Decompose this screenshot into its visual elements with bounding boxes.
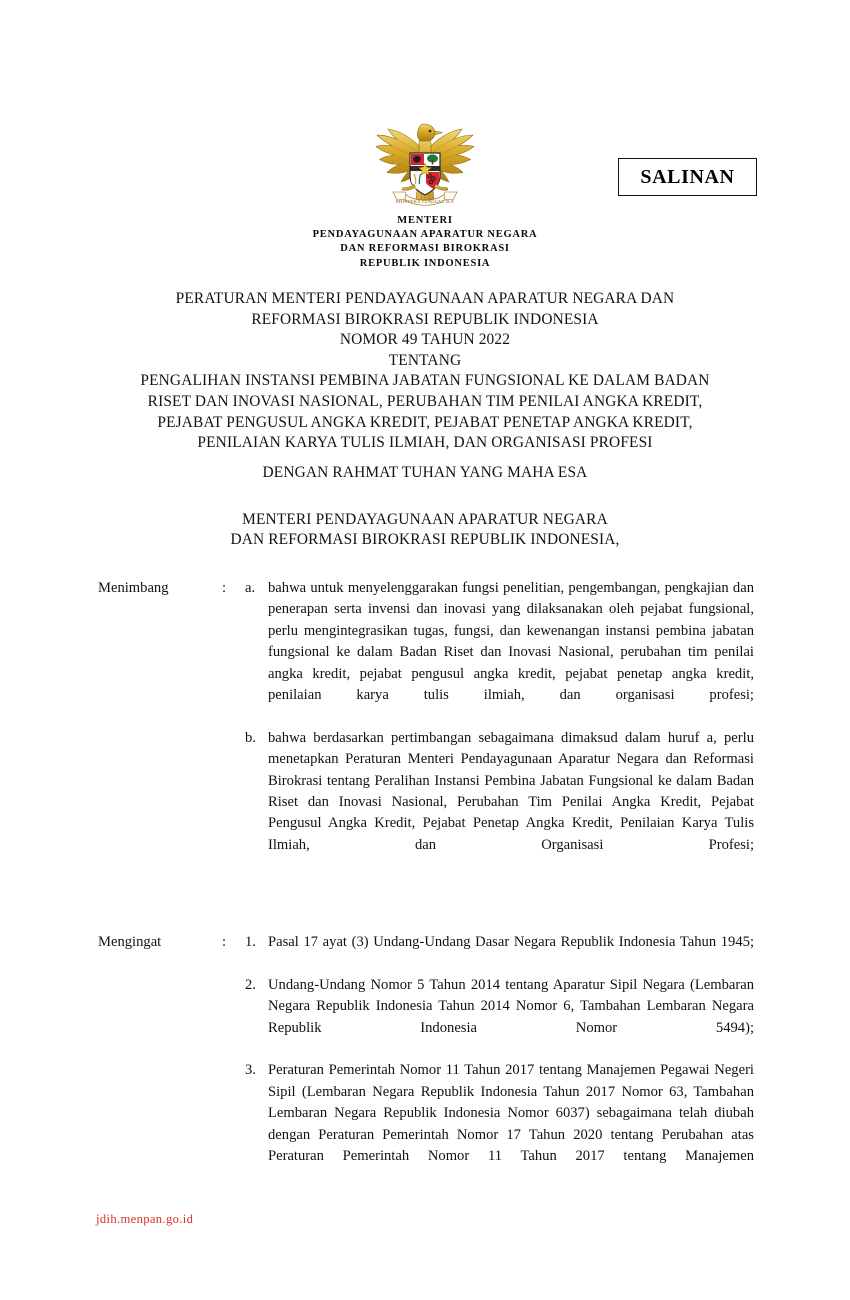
svg-text:BHINNEKA TUNGGAL IKA: BHINNEKA TUNGGAL IKA bbox=[396, 199, 454, 204]
mengingat-label: Mengingat bbox=[98, 934, 162, 950]
ministry-header bbox=[0, 214, 850, 271]
menimbang-colon: : bbox=[222, 580, 227, 596]
title-line: PENILAIAN KARYA TULIS ILMIAH, DAN ORGANISASI PROFESI bbox=[197, 434, 653, 452]
spacer bbox=[0, 484, 850, 510]
title-line: PENGALIHAN INSTANSI PEMBINA JABATAN FUNGSIONAL KE DALAM BADAN bbox=[140, 372, 710, 390]
ministry-header-line: PENDAYAGUNAAN APARATUR NEGARA bbox=[312, 229, 538, 241]
mengingat-item bbox=[245, 975, 754, 1061]
menimbang-items bbox=[245, 578, 754, 878]
title-line-number: NOMOR 49 TAHUN 2022 bbox=[339, 331, 511, 349]
mengingat-item bbox=[245, 932, 754, 975]
regulation-title bbox=[0, 289, 850, 454]
authority-line: DAN REFORMASI BIROKRASI REPUBLIK INDONESIA, bbox=[230, 531, 620, 549]
item-text: Undang-Undang Nomor 5 Tahun 2014 tentang Aparatur Sipil Negara (Lembaran Negara Republik Indonesia Tahun 2014 Nomor 6, Tambahan Lembaran Negara Republik Indonesia Nomor 5494); bbox=[268, 976, 754, 1036]
item-marker: 2. bbox=[245, 976, 256, 993]
blessing-line: DENGAN RAHMAT TUHAN YANG MAHA ESA bbox=[262, 464, 588, 481]
item-text: bahwa untuk menyelenggarakan fungsi penelitian, pengembangan, pengkajian dan penerapan serta invensi dan inovasi yang dilaksanakan oleh pejabat fungsional, perlu mengintegrasikan tugas, fungsi, dan kewenangan instansi pembina jabatan fungsional ke dalam Badan Riset dan Inovasi Nasional, perubahan tim penilai angka kredit, pejabat pengusul angka kredit, pejabat penetap angka kredit, penilaian karya tulis ilmiah, dan organisasi profesi; bbox=[268, 580, 754, 704]
title-line: PEJABAT PENGUSUL ANGKA KREDIT, PEJABAT PENETAP ANGKA KREDIT, bbox=[157, 413, 693, 431]
mengingat-section bbox=[98, 932, 754, 1189]
item-text: Peraturan Pemerintah Nomor 11 Tahun 2017 tentang Manajemen Pegawai Negeri Sipil (Lembaran Negara Republik Indonesia Tahun 2017 Nomor 63, Tambahan Lembaran Negara Republik Indonesia Nomor 6037) sebagaimana telah diubah dengan Peraturan Pemerintah Nomor 17 Tahun 2020 tentang Perubahan atas Peraturan Pemerintah Nomor 11 Tahun 2017 tentang Manajemen bbox=[268, 1062, 754, 1165]
ministry-header-line: DAN REFORMASI BIROKRASI bbox=[340, 243, 510, 255]
menimbang-item bbox=[245, 578, 754, 728]
title-line: PERATURAN MENTERI PENDAYAGUNAAN APARATUR NEGARA DAN bbox=[175, 290, 675, 307]
invocation-block bbox=[0, 463, 850, 551]
menimbang-section bbox=[98, 578, 754, 878]
ministry-header-line: REPUBLIK INDONESIA bbox=[359, 257, 491, 269]
menimbang-label: Menimbang bbox=[98, 580, 169, 596]
mengingat-items bbox=[245, 932, 754, 1189]
item-marker: b. bbox=[245, 729, 256, 746]
menimbang-item bbox=[245, 728, 754, 878]
garuda-pancasila-emblem bbox=[371, 117, 479, 215]
item-text: bahwa berdasarkan pertimbangan sebagaimana dimaksud dalam huruf a, perlu menetapkan Peraturan Menteri Pendayagunaan Aparatur Negara dan Reformasi Birokrasi tentang Peralihan Instansi Pembina Jabatan Fungsional ke dalam Badan Riset dan Inovasi Nasional, Perubahan Tim Penilai Angka Kredit, Pejabat Pengusul Angka Kredit, Pejabat Penetap Angka Kredit, Penilaian Karya Tulis Ilmiah, dan Organisasi Profesi; bbox=[268, 729, 754, 853]
mengingat-item bbox=[245, 1060, 754, 1188]
item-marker: 1. bbox=[245, 934, 256, 950]
item-marker: 3. bbox=[245, 1062, 256, 1079]
authority-line: MENTERI PENDAYAGUNAAN APARATUR NEGARA bbox=[242, 510, 608, 528]
ministry-header-line: MENTERI bbox=[397, 215, 453, 226]
salinan-label: SALINAN bbox=[640, 165, 735, 188]
jdih-watermark: jdih.menpan.go.id bbox=[96, 1212, 194, 1226]
title-line: REFORMASI BIROKRASI REPUBLIK INDONESIA bbox=[251, 310, 599, 328]
item-marker: a. bbox=[245, 580, 256, 596]
title-line-tentang: TENTANG bbox=[388, 351, 462, 369]
title-line: RISET DAN INOVASI NASIONAL, PERUBAHAN TIM PENILAI ANGKA KREDIT, bbox=[147, 392, 703, 410]
item-text: Pasal 17 ayat (3) Undang-Undang Dasar Negara Republik Indonesia Tahun 1945; bbox=[268, 934, 754, 950]
salinan-stamp bbox=[618, 158, 757, 196]
mengingat-colon: : bbox=[222, 934, 227, 950]
